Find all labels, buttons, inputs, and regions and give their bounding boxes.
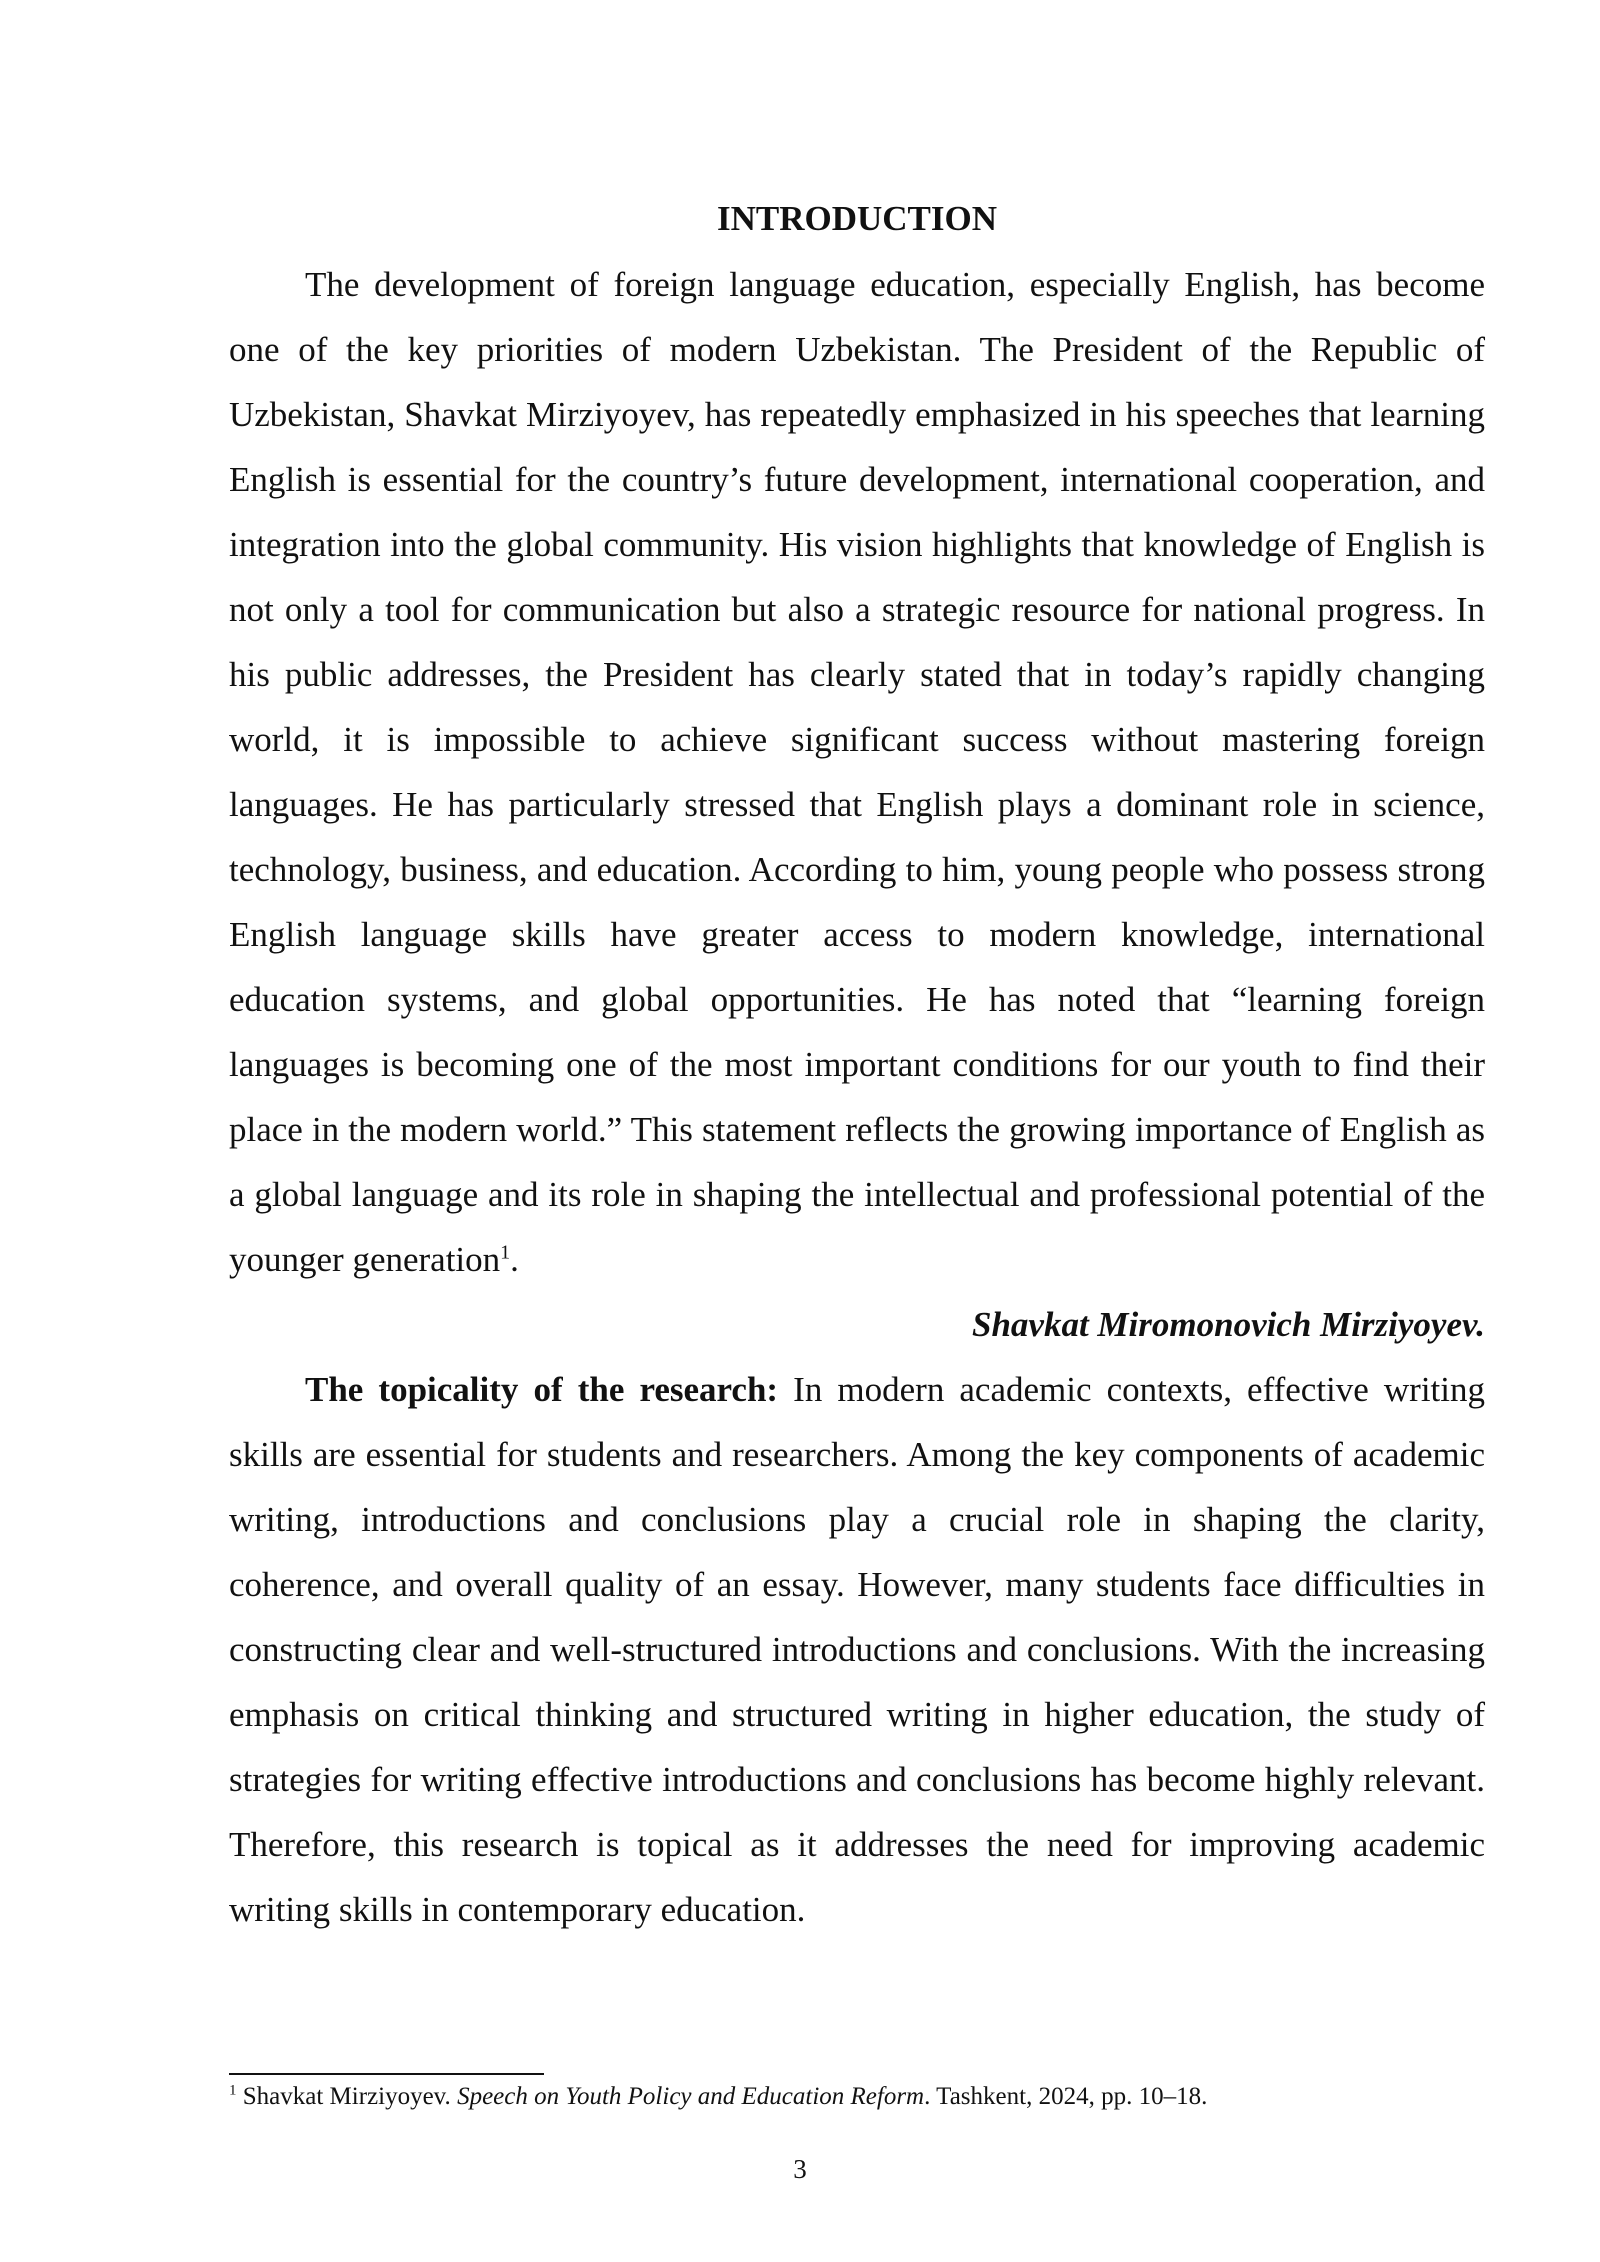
footnote-divider	[229, 2073, 544, 2075]
footnote-number: 1	[229, 2082, 237, 2099]
topicality-paragraph	[229, 1357, 1485, 1942]
topicality-lead: The topicality of the research:	[305, 1370, 779, 1409]
footnote	[229, 2080, 1485, 2114]
intro-paragraph-text: The development of foreign language education, especially English, has become one of the key priorities of modern Uzbekistan. The President of the Republic of Uzbekistan, Shavkat Mirziyoyev, has repeatedly emphasized in his speeches that learning English is essential for the country’s future development, international cooperation, and integration into the global community. His vision highlights that knowledge of English is not only a tool for communication but also a strategic resource for national progress. In his public addresses, the President has clearly stated that in today’s rapidly changing world, it is impossible to achieve significant success without mastering foreign languages. He has particularly stressed that English plays a dominant role in science, technology, business, and education. According to him, young people who possess strong English language skills have greater access to modern knowledge, international education systems, and global opportunities. He has noted that “learning foreign languages is becoming one of the most important conditions for our youth to find their place in the modern world.” This statement reflects the growing importance of English as a global language and its role in shaping the intellectual and professional potential of the younger generation	[229, 265, 1485, 1279]
footnote-rest: . Tashkent, 2024, pp. 10–18.	[924, 2083, 1208, 2110]
intro-paragraph	[229, 252, 1485, 1292]
page-number: 3	[793, 2154, 807, 2184]
page-body	[229, 190, 1485, 1942]
topicality-text: In modern academic contexts, effective writing skills are essential for students and researchers. Among the key components of academic writing, introductions and conclusions play a crucial role in shaping the clarity, coherence, and overall quality of an essay. However, many students face difficulties in constructing clear and well-structured introductions and conclusions. With the increasing emphasis on critical thinking and structured writing in higher education, the study of strategies for writing effective introductions and conclusions has become highly relevant. Therefore, this research is topical as it addresses the need for improving academic writing skills in contemporary education.	[229, 1370, 1485, 1929]
section-heading: INTRODUCTION	[716, 199, 998, 238]
footnote-reference[interactable]: 1	[500, 1241, 511, 1264]
signature: Shavkat Miromonovich Mirziyoyev.	[971, 1305, 1485, 1344]
footnote-author: Shavkat Mirziyoyev.	[236, 2083, 458, 2110]
footnote-title: Speech on Youth Policy and Education Reform	[457, 2083, 925, 2110]
intro-paragraph-end: .	[510, 1240, 519, 1279]
